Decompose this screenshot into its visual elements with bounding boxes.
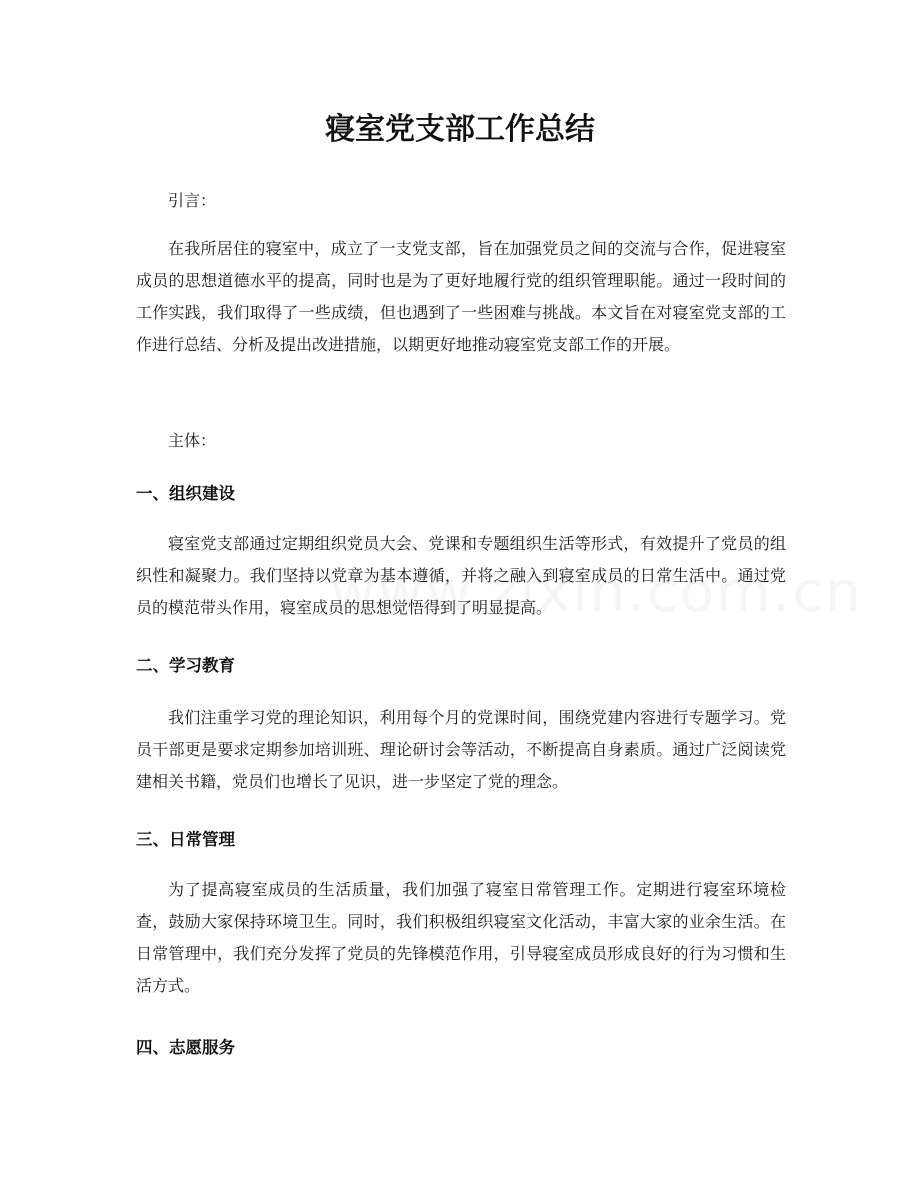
section-heading-management: 三、日常管理 bbox=[136, 830, 235, 849]
body-label: 主体： bbox=[168, 431, 217, 450]
section-paragraph-study: 我们注重学习党的理论知识，利用每个月的党课时间，围绕党建内容进行专题学习。党员干部更是要求定期参加培训班、理论研讨会等活动，不断提高自身素质。通过广泛阅读党建相关书籍，党员们也增长了见识，进一步坚定了党的理念。 bbox=[136, 708, 786, 791]
intro-label: 引言： bbox=[168, 191, 217, 210]
section-heading-organization: 一、组织建设 bbox=[136, 484, 235, 503]
document-title: 寝室党支部工作总结 bbox=[325, 112, 595, 147]
intro-paragraph: 在我所居住的寝室中，成立了一支党支部，旨在加强党员之间的交流与合作，促进寝室成员的思想道德水平的提高，同时也是为了更好地履行党的组织管理职能。通过一段时间的工作实践，我们取得了一些成绩，但也遇到了一些困难与挑战。本文旨在对寝室党支部的工作进行总结、分析及提出改进措施，以期更好地推动寝室党支部工作的开展。 bbox=[136, 239, 786, 354]
section-heading-study: 二、学习教育 bbox=[136, 656, 235, 675]
section-paragraph-organization: 寝室党支部通过定期组织党员大会、党课和专题组织生活等形式，有效提升了党员的组织性和凝聚力。我们坚持以党章为基本遵循，并将之融入到寝室成员的日常生活中。通过党员的模范带头作用，寝室成员的思想觉悟得到了明显提高。 bbox=[136, 534, 786, 617]
section-heading-volunteer: 四、志愿服务 bbox=[136, 1038, 235, 1057]
section-paragraph-management: 为了提高寝室成员的生活质量，我们加强了寝室日常管理工作。定期进行寝室环境检查，鼓励大家保持环境卫生。同时，我们积极组织寝室文化活动，丰富大家的业余生活。在日常管理中，我们充分发挥了党员的先锋模范作用，引导寝室成员形成良好的行为习惯和生活方式。 bbox=[136, 880, 786, 995]
